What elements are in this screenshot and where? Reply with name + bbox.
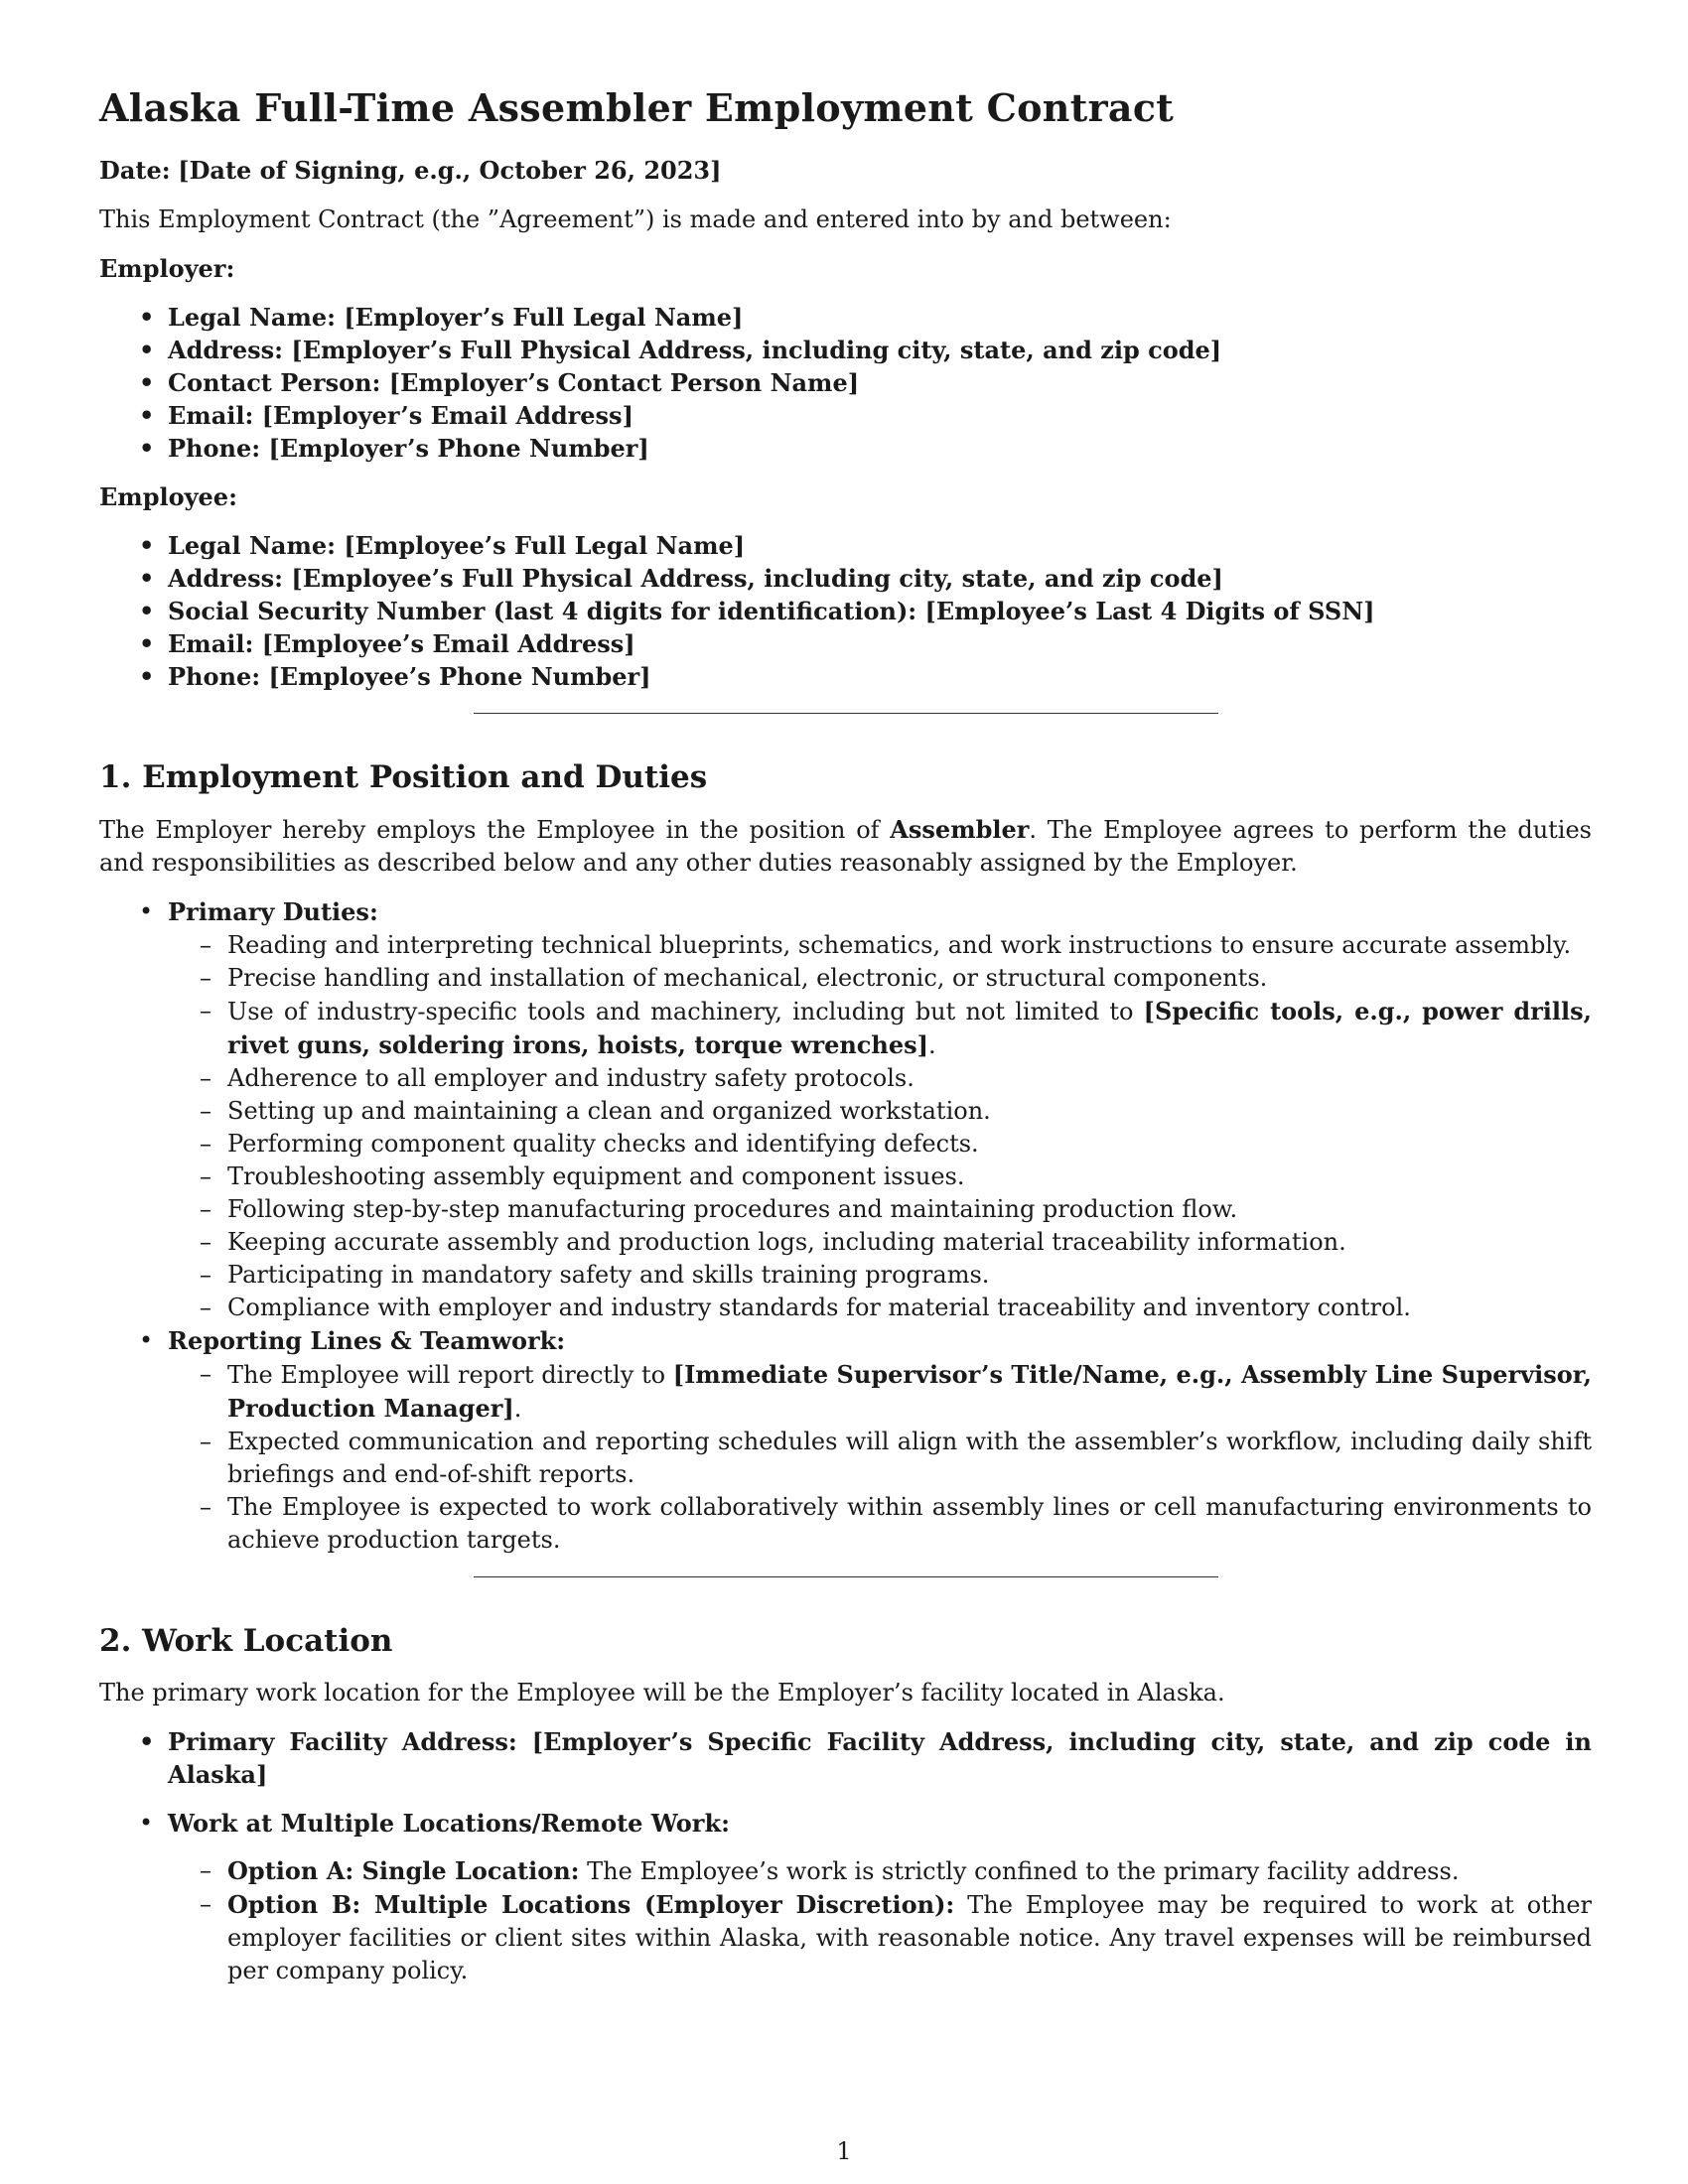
list-item: • Social Security Number (last 4 digits for identification): [Employee’s Last 4 Digits of SSN] xyxy=(99,595,1592,627)
page-number: 1 xyxy=(836,2137,852,2165)
list-item: – Use of industry-specific tools and machinery, including but not limited to [Specific tools, e.g., power drills, rivet guns, soldering irons, hoists, torque wrenches]. xyxy=(168,995,1592,1062)
list-item: • Address: [Employer’s Full Physical Address, including city, state, and zip code] xyxy=(99,334,1592,366)
intro-paragraph: This Employment Contract (the ”Agreement”) is made and entered into by and between: xyxy=(99,205,1172,233)
list-item xyxy=(99,1807,1592,1987)
date-value: [Date of Signing, e.g., October 26, 2023] xyxy=(178,156,722,185)
section-2-heading: 2. Work Location xyxy=(99,1623,393,1659)
section-2-intro: The primary work location for the Employee will be the Employer’s facility located in Alaska. xyxy=(99,1679,1225,1706)
list-item: – Participating in mandatory safety and skills training programs. xyxy=(168,1259,1592,1292)
primary-duties-label: Primary Duties: xyxy=(168,897,378,926)
section-divider xyxy=(474,1576,1218,1577)
duties-list xyxy=(99,895,1592,1557)
list-item: – Adherence to all employer and industry safety protocols. xyxy=(168,1062,1592,1095)
list-item: – The Employee will report directly to [Immediate Supervisor’s Title/Name, e.g., Assembly Line Supervisor, Production Manager]. xyxy=(168,1358,1592,1426)
list-item: – Performing component quality checks and identifying defects. xyxy=(168,1128,1592,1160)
list-item: – Troubleshooting assembly equipment and component issues. xyxy=(168,1160,1592,1193)
employer-details xyxy=(99,301,1592,465)
list-item xyxy=(99,895,1592,1324)
list-item: – Option A: Single Location: The Employee’s work is strictly confined to the primary facility address. xyxy=(168,1854,1592,1888)
reporting-sublist xyxy=(168,1358,1592,1557)
list-item: – Setting up and maintaining a clean and organized workstation. xyxy=(168,1095,1592,1128)
reporting-label: Reporting Lines & Teamwork: xyxy=(168,1326,566,1355)
contract-page xyxy=(99,85,1592,2003)
list-item: • Phone: [Employee’s Phone Number] xyxy=(99,660,1592,693)
list-item: – Precise handling and installation of mechanical, electronic, or structural components. xyxy=(168,962,1592,995)
supervisor-placeholder: [Immediate Supervisor’s Title/Name, e.g., Assembly Line Supervisor, Production Manager] xyxy=(227,1360,1592,1423)
date-line xyxy=(99,154,1592,188)
list-item: • Phone: [Employer’s Phone Number] xyxy=(99,432,1592,465)
employer-heading: Employer: xyxy=(99,254,235,283)
list-item: – The Employee is expected to work collaboratively within assembly lines or cell manufacturing environments to achieve production targets. xyxy=(168,1491,1592,1557)
section-divider xyxy=(474,713,1218,714)
list-item: – Following step-by-step manufacturing procedures and maintaining production flow. xyxy=(168,1193,1592,1226)
employee-details xyxy=(99,529,1592,693)
list-item: – Reading and interpreting technical blueprints, schematics, and work instructions to ensure accurate assembly. xyxy=(168,929,1592,962)
location-options-sublist xyxy=(168,1854,1592,1987)
list-item: – Expected communication and reporting schedules will align with the assembler’s workflow, including daily shift briefings and end-of-shift reports. xyxy=(168,1426,1592,1491)
list-item: – Compliance with employer and industry standards for material traceability and inventory control. xyxy=(168,1292,1592,1324)
section-1-heading: 1. Employment Position and Duties xyxy=(99,759,708,795)
primary-duties-sublist xyxy=(168,929,1592,1324)
list-item: • Contact Person: [Employer’s Contact Person Name] xyxy=(99,366,1592,399)
document-title: Alaska Full-Time Assembler Employment Contract xyxy=(99,85,1175,130)
tools-placeholder: [Specific tools, e.g., power drills, rivet guns, soldering irons, hoists, torque wrenches] xyxy=(227,997,1592,1059)
list-item: • Email: [Employee’s Email Address] xyxy=(99,627,1592,660)
date-label: Date: xyxy=(99,156,171,185)
list-item: • Address: [Employee’s Full Physical Address, including city, state, and zip code] xyxy=(99,562,1592,595)
list-item: • Legal Name: [Employer’s Full Legal Name] xyxy=(99,301,1592,334)
list-item: • Email: [Employer’s Email Address] xyxy=(99,399,1592,432)
position-title: Assembler xyxy=(890,815,1030,844)
list-item: – Keeping accurate assembly and production logs, including material traceability information. xyxy=(168,1226,1592,1259)
employee-heading: Employee: xyxy=(99,482,237,511)
section-1-intro: The Employer hereby employs the Employee in the position of Assembler. The Employee agrees to perform the duties and responsibilities as described below and any other duties reasonably assigned by the Employer. xyxy=(99,815,1592,877)
location-list xyxy=(99,1725,1592,1987)
list-item: • Legal Name: [Employee’s Full Legal Name] xyxy=(99,529,1592,562)
list-item: – Option B: Multiple Locations (Employer Discretion): The Employee may be required to work at other employer facilities or client sites within Alaska, with reasonable notice. Any travel expenses will be reimbursed per company policy. xyxy=(168,1888,1592,1987)
multi-location-label: Work at Multiple Locations/Remote Work: xyxy=(168,1809,730,1838)
list-item xyxy=(99,1324,1592,1557)
list-item: • Primary Facility Address: [Employer’s Specific Facility Address, including city, state, and zip code in Alaska] xyxy=(99,1725,1592,1791)
